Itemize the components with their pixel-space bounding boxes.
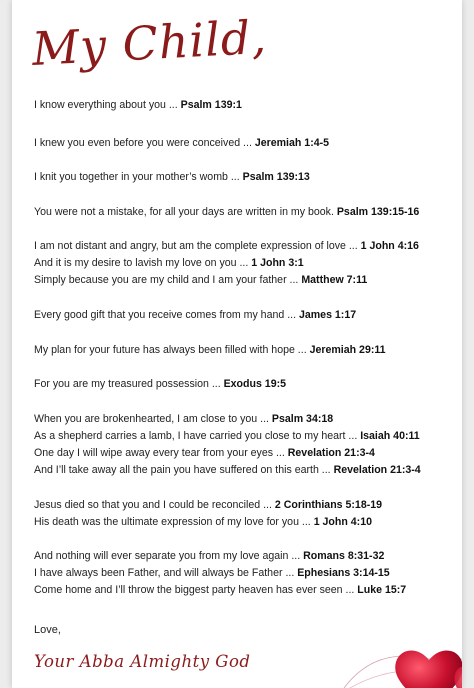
verse-line: [34, 499, 456, 511]
verse-text: For you are my treasured possession ...: [34, 378, 224, 390]
verse-line: [34, 274, 456, 286]
verse-text: His death was the ultimate expression of my love for you ...: [34, 516, 314, 528]
verse-reference: Psalm 139:15-16: [336, 206, 420, 218]
verse-text: I knit you together in your mother’s womb ...: [34, 171, 243, 183]
verse-line: [34, 171, 456, 183]
verse-line: [34, 550, 456, 562]
verse-reference: Isaiah 40:11: [360, 430, 420, 442]
verse-text: And I’ll take away all the pain you have suffered on this earth ...: [34, 464, 334, 476]
letter-title: My Child,: [30, 9, 269, 76]
signature: Your Abba Almighty God: [34, 652, 251, 671]
verse-line: [34, 430, 456, 442]
verse-line: [34, 567, 456, 579]
verse-reference: Psalm 139:1: [180, 99, 242, 111]
verse-text: I know everything about you ...: [34, 99, 181, 111]
closing-text: Love,: [34, 624, 61, 636]
verse-line: [34, 413, 456, 425]
verse-text: Come home and I’ll throw the biggest party heaven has ever seen ...: [34, 584, 358, 596]
verse-reference: Matthew 7:11: [301, 274, 368, 286]
verse-reference: Jeremiah 29:11: [309, 344, 386, 356]
verse-reference: 1 John 4:10: [313, 516, 372, 528]
verse-reference: Revelation 21:3-4: [287, 447, 375, 459]
verse-reference: Psalm 139:13: [242, 171, 310, 183]
verse-text: Simply because you are my child and I am your father ...: [34, 274, 302, 286]
verse-text: I have always been Father, and will always be Father ...: [34, 567, 298, 579]
verse-reference: 1 John 4:16: [360, 240, 419, 252]
verse-reference: Psalm 34:18: [271, 413, 334, 425]
verse-text: My plan for your future has always been filled with hope ...: [34, 344, 310, 356]
verse-reference: 1 John 3:1: [251, 257, 304, 269]
verse-reference: Jeremiah 1:4-5: [254, 137, 330, 149]
verse-line: [34, 309, 456, 321]
verse-text: As a shepherd carries a lamb, I have carried you close to my heart ...: [34, 430, 361, 442]
verse-text: And nothing will ever separate you from my love again ...: [34, 550, 304, 562]
verse-line: [34, 257, 456, 269]
verse-line: [34, 137, 456, 149]
verse-line: [34, 240, 456, 252]
verse-line: [34, 344, 456, 356]
verse-line: [34, 584, 456, 596]
verse-reference: Romans 8:31-32: [303, 550, 385, 562]
verse-reference: James 1:17: [298, 309, 357, 321]
verse-line: [34, 516, 456, 528]
verse-line: [34, 99, 456, 111]
verse-reference: Luke 15:7: [357, 584, 407, 596]
verse-reference: Ephesians 3:14-15: [297, 567, 390, 579]
verse-text: You were not a mistake, for all your days are written in my book.: [34, 206, 337, 218]
verse-text: When you are brokenhearted, I am close to you ...: [34, 413, 272, 425]
verse-reference: 2 Corinthians 5:18-19: [274, 499, 383, 511]
verse-text: Jesus died so that you and I could be reconciled ...: [34, 499, 275, 511]
verse-line: [34, 206, 456, 218]
verse-text: I am not distant and angry, but am the complete expression of love ...: [34, 240, 361, 252]
verse-reference: Revelation 21:3-4: [333, 464, 421, 476]
verse-text: Every good gift that you receive comes from my hand ...: [34, 309, 299, 321]
verse-line: [34, 447, 456, 459]
letter-page: [12, 0, 462, 688]
verse-line: [34, 378, 456, 390]
verse-line: [34, 464, 456, 476]
verse-text: I knew you even before you were conceived ...: [34, 137, 255, 149]
verse-text: And it is my desire to lavish my love on you ...: [34, 257, 252, 269]
verse-text: One day I will wipe away every tear from your eyes ...: [34, 447, 288, 459]
hearts-icon: [334, 628, 462, 688]
verse-reference: Exodus 19:5: [223, 378, 287, 390]
